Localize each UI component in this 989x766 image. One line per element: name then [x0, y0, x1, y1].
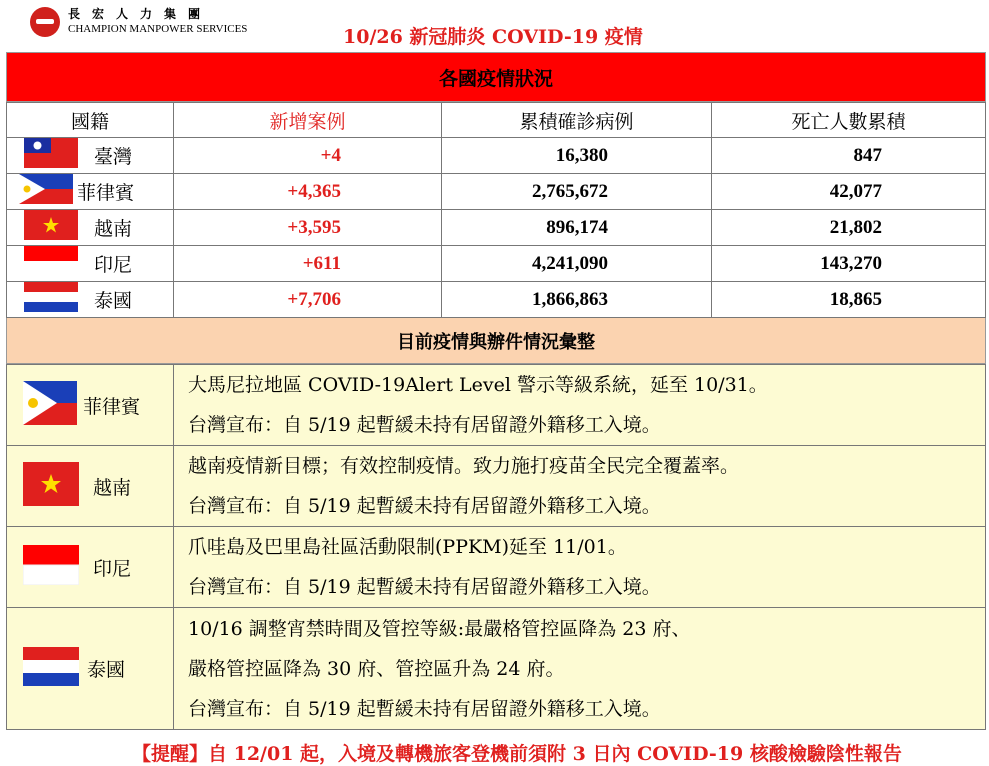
country-name: 臺灣	[94, 146, 133, 168]
total-cases: 896,174	[442, 210, 712, 246]
country-name: 泰國	[94, 290, 133, 312]
note-text	[174, 365, 986, 446]
new-cases: +3,595	[174, 210, 442, 246]
thailand-flag-icon	[23, 647, 79, 691]
country-name: 印尼	[93, 557, 132, 580]
notes-banner: 目前疫情與辦件情況彙整	[6, 318, 986, 364]
deaths: 42,077	[712, 174, 986, 210]
stats-row	[7, 138, 986, 174]
total-cases: 2,765,672	[442, 174, 712, 210]
header-new-cases: 新增案例	[174, 103, 442, 138]
note-line: 嚴格管控區降為 30 府、管控區升為 24 府。	[188, 657, 565, 680]
note-text	[174, 446, 986, 527]
note-text	[174, 608, 986, 730]
country-name: 菲律賓	[83, 395, 141, 418]
taiwan-flag-icon	[24, 138, 78, 173]
deaths: 143,270	[712, 246, 986, 282]
country-name: 越南	[94, 218, 133, 240]
header-country: 國籍	[7, 103, 174, 138]
country-name: 泰國	[87, 659, 126, 681]
note-line: 越南疫情新目標；有效控制疫情。致力施打疫苗全民完全覆蓋率。	[188, 455, 740, 477]
page-title: 10/26 新冠肺炎 COVID-19 疫情	[343, 26, 643, 48]
country-name: 印尼	[94, 254, 133, 276]
note-line: 爪哇島及巴里島社區活動限制(PPKM)延至 11/01。	[188, 536, 627, 558]
note-line: 台灣宣布：自 5/19 起暫緩未持有居留證外籍移工入境。	[188, 414, 661, 436]
stats-header-row	[7, 103, 986, 138]
new-cases: +4,365	[174, 174, 442, 210]
stats-row	[7, 210, 986, 246]
reminder-text: 【提醒】自 12/01 起，入境及轉機旅客登機前須附 3 日內 COVID-19 核酸檢驗陰性報告	[132, 743, 902, 765]
notes-row	[7, 608, 986, 730]
notes-table	[6, 364, 986, 730]
philippines-flag-icon	[23, 381, 77, 430]
total-cases: 1,866,863	[442, 282, 712, 318]
logo-chinese-name: 長宏人力集團	[68, 7, 213, 21]
indonesia-flag-icon	[23, 545, 79, 590]
logo-english-name: CHAMPION MANPOWER SERVICES	[68, 23, 248, 35]
total-cases: 4,241,090	[442, 246, 712, 282]
header-total-cases: 累積確診病例	[442, 103, 712, 138]
stats-table	[6, 102, 986, 318]
notes-row	[7, 446, 986, 527]
report-body	[6, 52, 986, 730]
vietnam-flag-icon	[24, 210, 78, 245]
note-line: 台灣宣布：自 5/19 起暫緩未持有居留證外籍移工入境。	[188, 576, 661, 598]
new-cases: +611	[174, 246, 442, 282]
vietnam-flag-icon	[23, 462, 79, 511]
deaths: 21,802	[712, 210, 986, 246]
note-text	[174, 527, 986, 608]
notes-row	[7, 365, 986, 446]
new-cases: +7,706	[174, 282, 442, 318]
stats-row	[7, 174, 986, 210]
notes-row	[7, 527, 986, 608]
note-line: 10/16 調整宵禁時間及管控等級:最嚴格管控區降為 23 府、	[188, 617, 691, 640]
note-line: 台灣宣布：自 5/19 起暫緩未持有居留證外籍移工入境。	[188, 697, 661, 720]
country-name: 菲律賓	[77, 182, 135, 204]
stats-row	[7, 246, 986, 282]
total-cases: 16,380	[442, 138, 712, 174]
indonesia-flag-icon	[24, 246, 78, 281]
header-deaths: 死亡人數累積	[712, 103, 986, 138]
thailand-flag-icon	[24, 282, 78, 317]
new-cases: +4	[174, 138, 442, 174]
note-line: 大馬尼拉地區 COVID-19Alert Level 警示等級系統，延至 10/31。	[188, 374, 768, 396]
note-line: 台灣宣布：自 5/19 起暫緩未持有居留證外籍移工入境。	[188, 495, 661, 517]
country-name: 越南	[93, 476, 132, 499]
deaths: 18,865	[712, 282, 986, 318]
stats-row	[7, 282, 986, 318]
philippines-flag-icon	[19, 174, 73, 209]
logo-emblem-icon	[30, 7, 60, 37]
company-logo	[30, 5, 270, 41]
deaths: 847	[712, 138, 986, 174]
stats-banner: 各國疫情狀況	[6, 52, 986, 102]
